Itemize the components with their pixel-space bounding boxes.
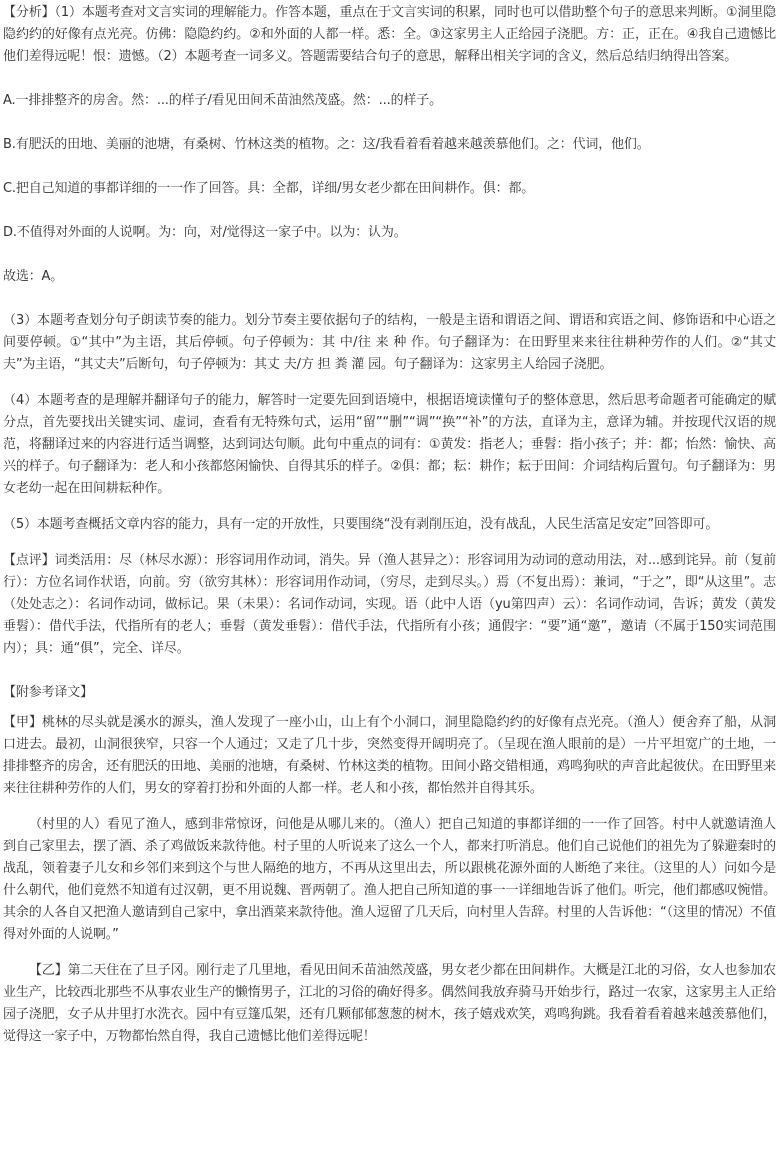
analysis-option-c: C.把自己知道的事都详细的一一作了回答。具：全都，详细/男女老少都在田间耕作。俱：都。 xyxy=(3,181,535,196)
analysis-option-b: B.有肥沃的田地、美丽的池塘，有桑树、竹林这类的植物。之：这/我看着看着越来越羡慕他们。之：代词，他们。 xyxy=(3,137,650,152)
analysis-answer: 故选：A。 xyxy=(3,269,64,284)
translation-yi: 【乙】第二天住在了旦子冈。刚行走了几里地，看见田间禾苗油然茂盛，男女老少都在田间耕作。大概是江北的习俗，女人也参加农业生产，比较西北那些不从事农业生产的懒惰男子，江北的习俗的确好得多。偶然间我放弃骑马开始步行，路过一农家，这家男主人正给园子浇肥，女子从井里打水洗衣。园中有豆篷瓜架，还有几颗郁郁葱葱的树木，孩子嬉戏欢笑，鸡鸣狗跳。我看着看着越来越羡慕他们，觉得这一家子中，万物都怡然自得，我自己遗憾比他们差得远呢！ xyxy=(3,963,776,1044)
analysis-intro: 【分析】（1）本题考查对文言实词的理解能力。作答本题，重点在于文言实词的积累，同时也可以借助整个句子的意思来判断。①洞里隐隐约约的好像有点光亮。仿佛：隐隐约约。②和外面的人都一样。悉：全。③这家男主人正给园子浇肥。方：正，正在。④我自己遗憾比他们差得远呢！恨：遗憾。（2）本题考查一词多义。答题需要结合句子的意思，解释出相关字词的含义，然后总结归纳得出答案。 xyxy=(3,5,776,64)
translation-jia-continued: （村里的人）看见了渔人，感到非常惊讶，问他是从哪儿来的。（渔人）把自己知道的事都详细的一一作了回答。村中人就邀请渔人到自己家里去，摆了酒、杀了鸡做饭来款待他。村子里的人听说来了这么一个人，都来打听消息。他们自己说他们的祖先为了躲避秦时的战乱，领着妻子儿女和乡邻们来到这个与世人隔绝的地方，不再从这里出去，所以跟桃花源外面的人断绝了来往。（这里的人）问如今是什么朝代，他们竟然不知道有过汉朝，更不用说魏、晋两朝了。渔人把自己所知道的事一一详细地告诉了他们。听完，他们都感叹惋惜。其余的人各自又把渔人邀请到自己家中，拿出酒菜来款待他。渔人逗留了几天后，向村里人告辞。村里的人告诉他：“（这里的情况）不值得对外面的人说啊。” xyxy=(3,817,776,942)
analysis-option-a: A.一排排整齐的房舍。然：...的样子/看见田间禾苗油然茂盛。然：...的样子。 xyxy=(3,93,442,108)
translation-heading: 【附参考译文】 xyxy=(3,685,93,700)
analysis-option-d: D.不值得对外面的人说啊。为：向，对/觉得这一家子中。以为：认为。 xyxy=(3,225,407,240)
comment-paragraph: 【点评】词类活用：尽（林尽水源）：形容词用作动词，消失。异（渔人甚异之）：形容词用为动词的意动用法，对...感到诧异。前（复前行）：方位名词作状语，向前。穷（欲穷其林）：形容词用作动词，（穷尽，走到尽头。）焉（不复出焉）：兼词，“于之”，即“从这里”。志（处处志之）：名词作动词，做标记。果（未果）：名词作动词，实现。语（此中人语（yu第四声）云）：名词作动词，告诉；黄发（黄发垂髫）：借代手法，代指所有的老人；垂髫（黄发垂髫）：借代手法，代指所有小孩；通假字：“要”通“邀”，邀请（不属于150实词范围内）；具：通“俱”，完全、详尽。 xyxy=(3,553,776,656)
analysis-part3: （3）本题考查划分句子朗读节奏的能力。划分节奏主要依据句子的结构，一般是主语和谓语之间、谓语和宾语之间、修饰语和中心语之间要停顿。①“其中”为主语，其后停顿。句子停顿为：其 中/往 来 种 作。句子翻译为：在田野里来来往往耕种劳作的人们。②“其丈夫”为主语，“其丈夫”后断句，句子停顿为：其丈 夫/方 担 粪 灌 园。句子翻译为：这家男主人给园子浇肥。 xyxy=(3,313,776,372)
analysis-part4: （4）本题考查的是理解并翻译句子的能力，解答时一定要先回到语境中，根据语境读懂句子的整体意思，然后思考命题者可能确定的赋分点，首先要找出关键实词、虚词，查看有无特殊句式，运用“留”“删”“调”“换”“补”的方法，直译为主，意译为辅。并按现代汉语的规范，将翻译过来的内容进行适当调整，达到词达句顺。此句中重点的词有：①黄发：指老人；垂髫：指小孩子；并：都；怡然：愉快、高兴的样子。句子翻译为：老人和小孩都悠闲愉快、自得其乐的样子。②俱：都；耘：耕作；耘于田间：介词结构后置句。句子翻译为：男女老幼一起在田间耕耘种作。 xyxy=(3,393,776,496)
analysis-part5: （5）本题考查概括文章内容的能力，具有一定的开放性，只要围绕“没有剥削压迫，没有战乱，人民生活富足安定”回答即可。 xyxy=(3,517,719,532)
translation-jia: 【甲】桃林的尽头就是溪水的源头，渔人发现了一座小山，山上有个小洞口，洞里隐隐约约的好像有点光亮。（渔人）便舍弃了船，从洞口进去。最初，山洞很狭窄，只容一个人通过；又走了几十步，突然变得开阔明亮了。（呈现在渔人眼前的是）一片平坦宽广的土地，一排排整齐的房舍，还有肥沃的田地、美丽的池塘，有桑树、竹林这类的植物。田间小路交错相通，鸡鸣狗吠的声音此起彼伏。在田野里来来往往耕种劳作的人们，男女的穿着打扮和外面的人都一样。老人和小孩，都怡然并自得其乐。 xyxy=(3,715,776,796)
